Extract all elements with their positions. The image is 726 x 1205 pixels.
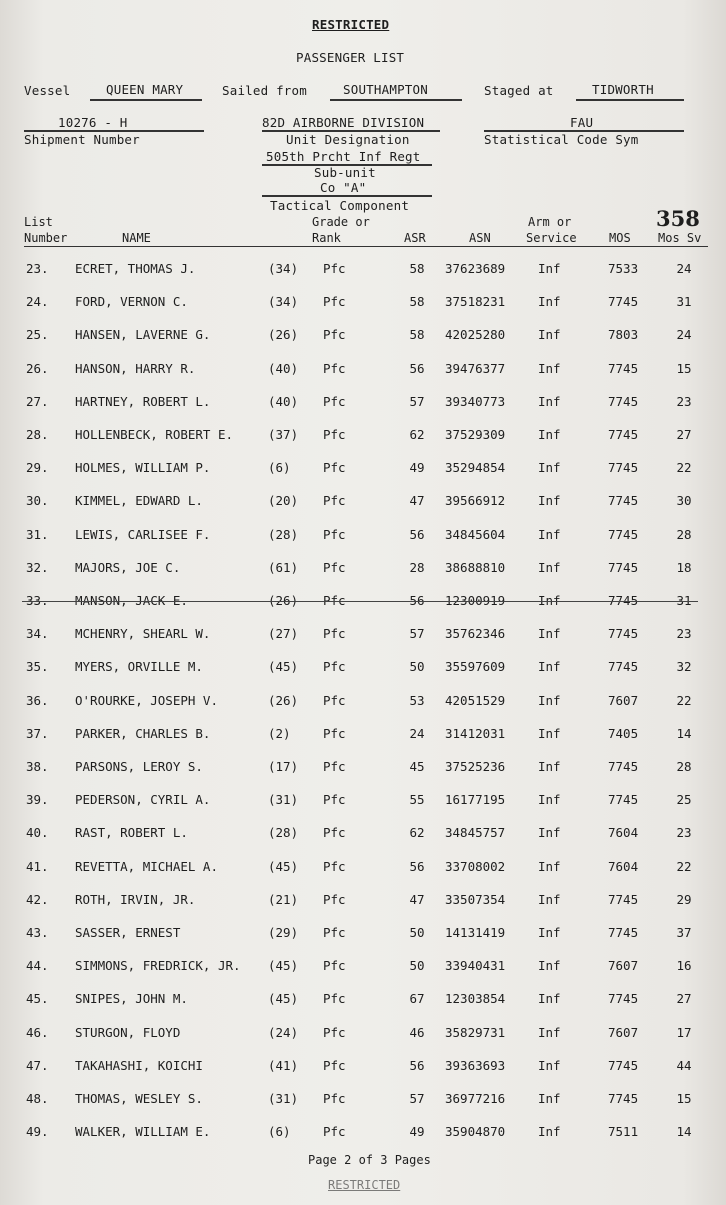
- passenger-name: PARKER, CHARLES B.: [75, 725, 211, 741]
- army-serial-number: 35597609: [445, 659, 506, 675]
- age-code: (29): [268, 925, 299, 940]
- arm-service: Inf: [538, 1057, 561, 1073]
- mos-code: 7607: [608, 692, 639, 708]
- age-code: (2): [268, 725, 291, 741]
- list-number: 28.: [26, 427, 49, 442]
- age-code: (26): [268, 327, 299, 343]
- army-serial-number: 38688810: [445, 559, 506, 575]
- table-row: [0, 1124, 726, 1144]
- passenger-name: PEDERSON, CYRIL A.: [75, 792, 211, 808]
- passenger-name: MAJORS, JOE C.: [75, 559, 181, 575]
- mos-code: 7405: [608, 725, 639, 741]
- age-code: (45): [268, 858, 299, 874]
- passenger-name: HOLLENBECK, ROBERT E.: [75, 427, 234, 442]
- months-service: 28: [676, 526, 692, 542]
- arm-service: Inf: [538, 1124, 561, 1140]
- col-arm-line2: Service: [526, 231, 577, 245]
- months-service: 15: [676, 1091, 692, 1106]
- asr-score: 57: [409, 393, 425, 409]
- asr-score: 56: [409, 526, 425, 542]
- list-number: 38.: [26, 759, 49, 774]
- grade-rank: Pfc: [323, 925, 346, 940]
- asr-score: 50: [409, 958, 425, 974]
- months-service: 22: [676, 692, 692, 708]
- table-row: [0, 593, 726, 613]
- table-row: [0, 693, 726, 713]
- passenger-name: MCHENRY, SHEARL W.: [75, 626, 211, 642]
- strikethrough-line: [22, 601, 698, 602]
- grade-rank: Pfc: [323, 659, 346, 675]
- army-serial-number: 14131419: [445, 925, 506, 940]
- grade-rank: Pfc: [323, 393, 346, 409]
- vessel-label: Vessel: [24, 83, 71, 98]
- arm-service: Inf: [538, 559, 561, 575]
- list-number: 32.: [26, 559, 49, 575]
- grade-rank: Pfc: [323, 891, 346, 907]
- passenger-name: ROTH, IRVIN, JR.: [75, 891, 196, 907]
- table-row: [0, 626, 726, 646]
- arm-service: Inf: [538, 493, 561, 509]
- mos-code: 7745: [608, 792, 639, 808]
- mos-code: 7803: [608, 327, 639, 343]
- list-number: 27.: [26, 393, 49, 409]
- list-number: 42.: [26, 891, 49, 907]
- regiment-value: 505th Prcht Inf Regt: [266, 149, 421, 164]
- asr-score: 45: [409, 759, 425, 774]
- list-number: 25.: [26, 327, 49, 343]
- table-row: [0, 361, 726, 381]
- age-code: (17): [268, 759, 299, 774]
- asr-score: 47: [409, 891, 425, 907]
- classification-footer-stamp: RESTRICTED: [328, 1178, 401, 1192]
- army-serial-number: 33507354: [445, 891, 506, 907]
- passenger-name: RAST, ROBERT L.: [75, 825, 188, 841]
- army-serial-number: 39363693: [445, 1057, 506, 1073]
- army-serial-number: 39340773: [445, 393, 506, 409]
- army-serial-number: 35762346: [445, 626, 506, 642]
- age-code: (26): [268, 692, 299, 708]
- table-row: [0, 958, 726, 978]
- table-row: [0, 327, 726, 347]
- arm-service: Inf: [538, 327, 561, 343]
- passenger-name: REVETTA, MICHAEL A.: [75, 858, 218, 874]
- months-service: 29: [676, 891, 692, 907]
- army-serial-number: 34845757: [445, 825, 506, 841]
- months-service: 22: [676, 858, 692, 874]
- grade-rank: Pfc: [323, 858, 346, 874]
- army-serial-number: 12303854: [445, 991, 506, 1007]
- mos-code: 7607: [608, 958, 639, 974]
- mos-code: 7745: [608, 294, 639, 310]
- vessel-underline: [90, 99, 202, 101]
- asr-score: 58: [409, 261, 425, 276]
- col-list-number-line1: List: [24, 215, 53, 229]
- months-service: 27: [676, 991, 692, 1007]
- army-serial-number: 42025280: [445, 327, 506, 343]
- company-value: Co "A": [320, 180, 367, 195]
- grade-rank: Pfc: [323, 559, 346, 575]
- months-service: 14: [676, 1124, 692, 1140]
- asr-score: 56: [409, 1057, 425, 1073]
- arm-service: Inf: [538, 958, 561, 974]
- months-service: 16: [676, 958, 692, 974]
- asr-score: 49: [409, 460, 425, 476]
- army-serial-number: 35829731: [445, 1024, 506, 1040]
- staged-value: TIDWORTH: [592, 82, 654, 97]
- months-service: 22: [676, 460, 692, 476]
- passenger-name: MYERS, ORVILLE M.: [75, 659, 203, 675]
- asr-score: 58: [409, 327, 425, 343]
- table-row: [0, 1091, 726, 1111]
- age-code: (24): [268, 1024, 299, 1040]
- table-row: [0, 759, 726, 779]
- page-count-mark: 358: [656, 206, 700, 231]
- months-service: 23: [676, 626, 692, 642]
- grade-rank: Pfc: [323, 1057, 346, 1073]
- army-serial-number: 37623689: [445, 261, 506, 276]
- col-list-number-line2: Number: [24, 231, 68, 245]
- table-row: [0, 925, 726, 945]
- asr-score: 49: [409, 1124, 425, 1140]
- table-row: [0, 792, 726, 812]
- list-number: 41.: [26, 858, 49, 874]
- arm-service: Inf: [538, 725, 561, 741]
- col-grade-line2: Rank: [312, 231, 341, 245]
- asr-score: 53: [409, 692, 425, 708]
- passenger-name: HARTNEY, ROBERT L.: [75, 393, 211, 409]
- grade-rank: Pfc: [323, 1024, 346, 1040]
- classification-header: RESTRICTED: [312, 17, 390, 32]
- age-code: (31): [268, 1091, 299, 1106]
- passenger-name: SIMMONS, FREDRICK, JR.: [75, 958, 241, 974]
- passenger-name: SASSER, ERNEST: [75, 925, 181, 940]
- age-code: (6): [268, 1124, 291, 1140]
- army-serial-number: 33708002: [445, 858, 506, 874]
- passenger-name: PARSONS, LEROY S.: [75, 759, 203, 774]
- arm-service: Inf: [538, 692, 561, 708]
- grade-rank: Pfc: [323, 759, 346, 774]
- document-title: PASSENGER LIST: [296, 50, 405, 65]
- months-service: 14: [676, 725, 692, 741]
- list-number: 40.: [26, 825, 49, 841]
- army-serial-number: 16177195: [445, 792, 506, 808]
- mos-code: 7745: [608, 393, 639, 409]
- asr-score: 50: [409, 925, 425, 940]
- months-service: 44: [676, 1057, 692, 1073]
- army-serial-number: 39476377: [445, 360, 506, 376]
- statistical-code-label: Statistical Code Sym: [484, 132, 639, 147]
- division-value: 82D AIRBORNE DIVISION: [262, 115, 425, 130]
- arm-service: Inf: [538, 626, 561, 642]
- passenger-name: KIMMEL, EDWARD L.: [75, 493, 203, 509]
- mos-code: 7745: [608, 460, 639, 476]
- passenger-name: O'ROURKE, JOSEPH V.: [75, 692, 218, 708]
- sailed-underline: [330, 99, 462, 101]
- passenger-name: FORD, VERNON C.: [75, 294, 188, 310]
- months-service: 23: [676, 393, 692, 409]
- mos-code: 7745: [608, 891, 639, 907]
- grade-rank: Pfc: [323, 825, 346, 841]
- months-service: 27: [676, 427, 692, 442]
- passenger-name: HANSON, HARRY R.: [75, 360, 196, 376]
- army-serial-number: 35904870: [445, 1124, 506, 1140]
- passenger-name: TAKAHASHI, KOICHI: [75, 1057, 203, 1073]
- army-serial-number: 37529309: [445, 427, 506, 442]
- months-service: 17: [676, 1024, 692, 1040]
- grade-rank: Pfc: [323, 991, 346, 1007]
- unit-designation-label: Unit Designation: [286, 132, 410, 147]
- grade-rank: Pfc: [323, 1124, 346, 1140]
- grade-rank: Pfc: [323, 526, 346, 542]
- arm-service: Inf: [538, 659, 561, 675]
- table-row: [0, 659, 726, 679]
- staged-underline: [576, 99, 684, 101]
- table-row: [0, 493, 726, 513]
- months-service: 25: [676, 792, 692, 808]
- age-code: (45): [268, 958, 299, 974]
- grade-rank: Pfc: [323, 427, 346, 442]
- age-code: (27): [268, 626, 299, 642]
- arm-service: Inf: [538, 825, 561, 841]
- arm-service: Inf: [538, 360, 561, 376]
- mos-code: 7745: [608, 360, 639, 376]
- passenger-name: SNIPES, JOHN M.: [75, 991, 188, 1007]
- table-row: [0, 1025, 726, 1045]
- mos-code: 7533: [608, 261, 639, 276]
- age-code: (21): [268, 891, 299, 907]
- arm-service: Inf: [538, 759, 561, 774]
- arm-service: Inf: [538, 991, 561, 1007]
- age-code: (28): [268, 825, 299, 841]
- age-code: (40): [268, 393, 299, 409]
- months-service: 18: [676, 559, 692, 575]
- age-code: (28): [268, 526, 299, 542]
- statistical-code-value: FAU: [570, 115, 594, 130]
- table-row: [0, 261, 726, 281]
- list-number: 34.: [26, 626, 49, 642]
- arm-service: Inf: [538, 891, 561, 907]
- age-code: (34): [268, 261, 299, 276]
- army-serial-number: 39566912: [445, 493, 506, 509]
- list-number: 47.: [26, 1057, 49, 1073]
- asr-score: 62: [409, 427, 425, 442]
- months-service: 31: [676, 294, 692, 310]
- grade-rank: Pfc: [323, 792, 346, 808]
- list-number: 23.: [26, 261, 49, 276]
- asr-score: 50: [409, 659, 425, 675]
- arm-service: Inf: [538, 460, 561, 476]
- mos-code: 7745: [608, 1091, 639, 1106]
- age-code: (34): [268, 294, 299, 310]
- months-service: 28: [676, 759, 692, 774]
- list-number: 29.: [26, 460, 49, 476]
- col-mos: MOS: [609, 231, 631, 245]
- age-code: (40): [268, 360, 299, 376]
- table-row: [0, 991, 726, 1011]
- mos-code: 7604: [608, 825, 639, 841]
- company-underline: [262, 195, 432, 197]
- table-row: [0, 394, 726, 414]
- army-serial-number: 31412031: [445, 725, 506, 741]
- list-number: 46.: [26, 1024, 49, 1040]
- list-number: 31.: [26, 526, 49, 542]
- passenger-name: STURGON, FLOYD: [75, 1024, 181, 1040]
- grade-rank: Pfc: [323, 692, 346, 708]
- staged-label: Staged at: [484, 83, 554, 98]
- months-service: 37: [676, 925, 692, 940]
- sailed-label: Sailed from: [222, 83, 307, 98]
- age-code: (45): [268, 991, 299, 1007]
- table-row: [0, 825, 726, 845]
- col-mos-sv: Mos Sv: [658, 231, 702, 245]
- col-name: NAME: [122, 231, 151, 245]
- arm-service: Inf: [538, 792, 561, 808]
- asr-score: 57: [409, 626, 425, 642]
- col-asn: ASN: [469, 231, 491, 245]
- age-code: (37): [268, 427, 299, 442]
- months-service: 30: [676, 493, 692, 509]
- army-serial-number: 37518231: [445, 294, 506, 310]
- mos-code: 7604: [608, 858, 639, 874]
- shipment-number-label: Shipment Number: [24, 132, 140, 147]
- age-code: (45): [268, 659, 299, 675]
- table-row: [0, 560, 726, 580]
- mos-code: 7745: [608, 493, 639, 509]
- age-code: (20): [268, 493, 299, 509]
- months-service: 24: [676, 261, 692, 276]
- grade-rank: Pfc: [323, 1091, 346, 1106]
- months-service: 24: [676, 327, 692, 343]
- age-code: (31): [268, 792, 299, 808]
- table-row: [0, 892, 726, 912]
- arm-service: Inf: [538, 1091, 561, 1106]
- grade-rank: Pfc: [323, 626, 346, 642]
- mos-code: 7745: [608, 659, 639, 675]
- table-row: [0, 527, 726, 547]
- list-number: 36.: [26, 692, 49, 708]
- mos-code: 7745: [608, 759, 639, 774]
- table-row: [0, 427, 726, 447]
- col-grade-line1: Grade or: [312, 215, 370, 229]
- col-asr: ASR: [404, 231, 426, 245]
- arm-service: Inf: [538, 858, 561, 874]
- vessel-value: QUEEN MARY: [106, 82, 184, 97]
- grade-rank: Pfc: [323, 493, 346, 509]
- passenger-name: HANSEN, LAVERNE G.: [75, 327, 211, 343]
- passenger-name: THOMAS, WESLEY S.: [75, 1091, 203, 1106]
- mos-code: 7745: [608, 1057, 639, 1073]
- arm-service: Inf: [538, 261, 561, 276]
- grade-rank: Pfc: [323, 958, 346, 974]
- age-code: (61): [268, 559, 299, 575]
- asr-score: 56: [409, 360, 425, 376]
- mos-code: 7745: [608, 626, 639, 642]
- asr-score: 24: [409, 725, 425, 741]
- page-indicator: Page 2 of 3 Pages: [308, 1153, 431, 1167]
- months-service: 32: [676, 659, 692, 675]
- col-arm-line1: Arm or: [528, 215, 572, 229]
- arm-service: Inf: [538, 427, 561, 442]
- mos-code: 7745: [608, 427, 639, 442]
- arm-service: Inf: [538, 294, 561, 310]
- asr-score: 46: [409, 1024, 425, 1040]
- asr-score: 58: [409, 294, 425, 310]
- arm-service: Inf: [538, 925, 561, 940]
- army-serial-number: 36977216: [445, 1091, 506, 1106]
- asr-score: 47: [409, 493, 425, 509]
- arm-service: Inf: [538, 1024, 561, 1040]
- army-serial-number: 35294854: [445, 460, 506, 476]
- list-number: 44.: [26, 958, 49, 974]
- mos-code: 7745: [608, 925, 639, 940]
- arm-service: Inf: [538, 526, 561, 542]
- passenger-name: LEWIS, CARLISEE F.: [75, 526, 211, 542]
- list-number: 45.: [26, 991, 49, 1007]
- asr-score: 67: [409, 991, 425, 1007]
- grade-rank: Pfc: [323, 261, 346, 276]
- grade-rank: Pfc: [323, 327, 346, 343]
- list-number: 24.: [26, 294, 49, 310]
- grade-rank: Pfc: [323, 460, 346, 476]
- shipment-number-value: 10276 - H: [58, 115, 128, 130]
- mos-code: 7511: [608, 1124, 639, 1140]
- list-number: 37.: [26, 725, 49, 741]
- army-serial-number: 37525236: [445, 759, 506, 774]
- age-code: (41): [268, 1057, 299, 1073]
- grade-rank: Pfc: [323, 725, 346, 741]
- list-number: 39.: [26, 792, 49, 808]
- list-number: 48.: [26, 1091, 49, 1106]
- mos-code: 7745: [608, 991, 639, 1007]
- list-number: 35.: [26, 659, 49, 675]
- army-serial-number: 34845604: [445, 526, 506, 542]
- army-serial-number: 42051529: [445, 692, 506, 708]
- age-code: (6): [268, 460, 291, 476]
- months-service: 23: [676, 825, 692, 841]
- passenger-name: ECRET, THOMAS J.: [75, 261, 196, 276]
- table-row: [0, 1058, 726, 1078]
- asr-score: 62: [409, 825, 425, 841]
- subunit-label: Sub-unit: [314, 165, 376, 180]
- sailed-value: SOUTHAMPTON: [343, 82, 428, 97]
- grade-rank: Pfc: [323, 360, 346, 376]
- mos-code: 7745: [608, 559, 639, 575]
- table-row: [0, 859, 726, 879]
- table-row: [0, 460, 726, 480]
- list-number: 49.: [26, 1124, 49, 1140]
- months-service: 15: [676, 360, 692, 376]
- mos-code: 7607: [608, 1024, 639, 1040]
- army-serial-number: 33940431: [445, 958, 506, 974]
- passenger-name: HOLMES, WILLIAM P.: [75, 460, 211, 476]
- mos-code: 7745: [608, 526, 639, 542]
- table-row: [0, 294, 726, 314]
- table-row: [0, 726, 726, 746]
- tactical-component-label: Tactical Component: [270, 198, 410, 213]
- asr-score: 57: [409, 1091, 425, 1106]
- asr-score: 28: [409, 559, 425, 575]
- arm-service: Inf: [538, 393, 561, 409]
- header-rule: [24, 246, 708, 247]
- grade-rank: Pfc: [323, 294, 346, 310]
- asr-score: 55: [409, 792, 425, 808]
- list-number: 30.: [26, 493, 49, 509]
- asr-score: 56: [409, 858, 425, 874]
- list-number: 43.: [26, 925, 49, 940]
- passenger-name: WALKER, WILLIAM E.: [75, 1124, 211, 1140]
- list-number: 26.: [26, 360, 49, 376]
